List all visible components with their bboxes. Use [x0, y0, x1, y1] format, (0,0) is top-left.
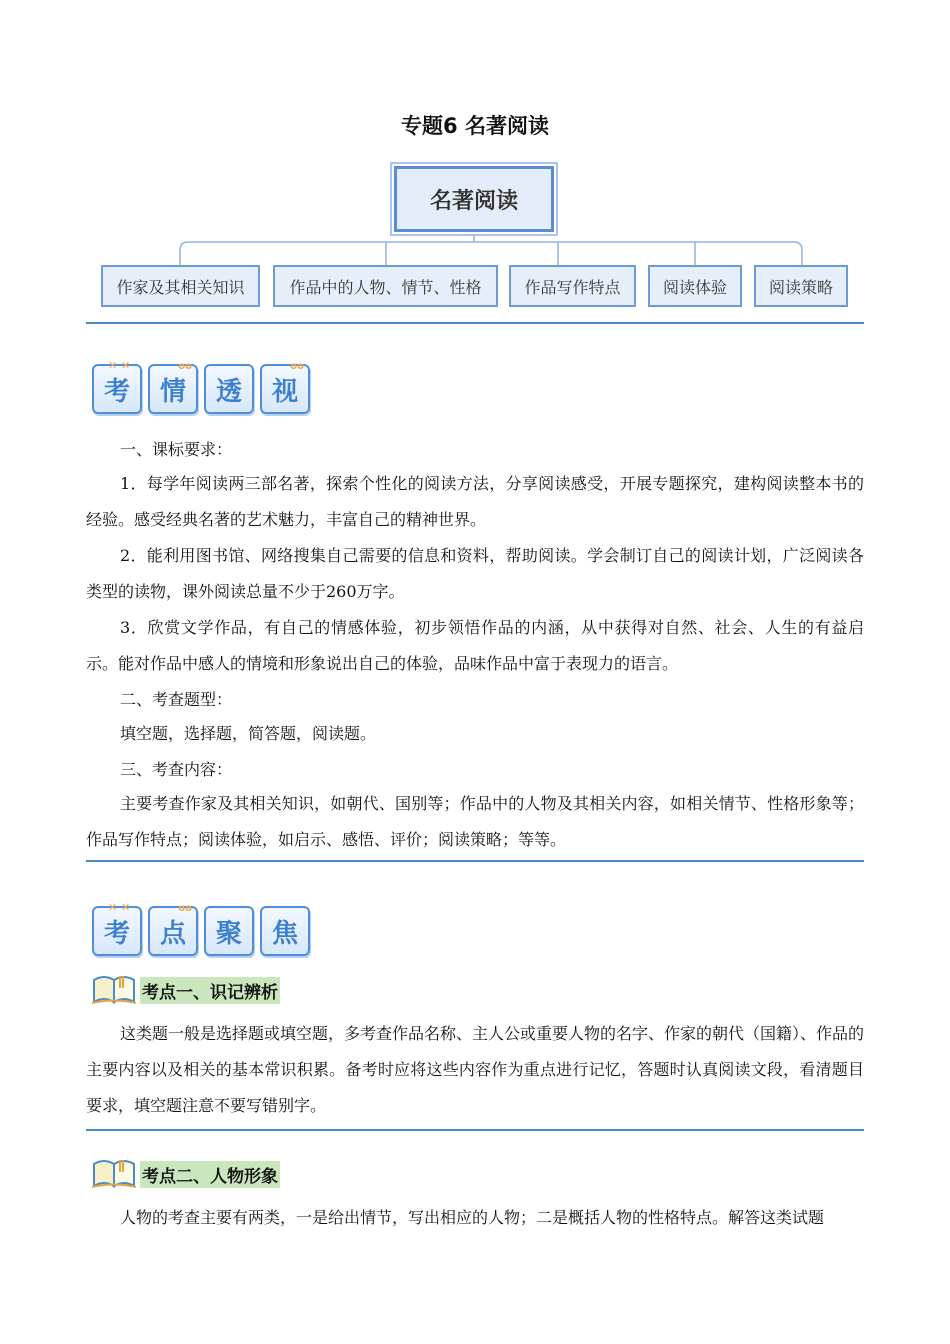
mindmap-root: 名著阅读 [394, 166, 554, 232]
section-heading: 一、课标要求： [120, 440, 233, 459]
stamp-char: oo 情 [148, 364, 198, 414]
mindmap-node-writing: 作品写作特点 [509, 265, 636, 307]
divider [86, 860, 864, 862]
paragraph: 人物的考查主要有两类，一是给出情节，写出相应的人物；二是概括人物的性格特点。解答这类试题 [120, 1208, 825, 1227]
open-book-icon [90, 1156, 138, 1190]
banner-kaoqing [92, 359, 310, 414]
divider [86, 1129, 864, 1131]
stamp-char: ✕ ✕ 考 [92, 364, 142, 414]
stamp-char: oo 点 [148, 906, 198, 956]
page-title: 专题6 名著阅读 [401, 114, 549, 138]
paragraph: 填空题，选择题，简答题，阅读题。 [120, 724, 377, 743]
stamp-char: 透 [204, 364, 254, 414]
paragraph: 2．能利用图书馆、网络搜集自己需要的信息和资料，帮助阅读。学会制订自己的阅读计划，广泛阅读各类型的读物，课外阅读总量不少于260万字。 [86, 546, 864, 601]
kaodian-label: 考点一、识记辨析 [140, 977, 280, 1004]
stamp-char: ✕ ✕ 考 [92, 906, 142, 956]
paragraph: 这类题一般是选择题或填空题，多考查作品名称、主人公或重要人物的名字、作家的朝代（国籍）、作品的主要内容以及相关的基本常识积累。备考时应将这些内容作为重点进行记忆，答题时认真阅读文段，看清题目要求，填空题注意不要写错别字。 [86, 1024, 865, 1115]
paragraph: 主要考查作家及其相关知识，如朝代、国别等；作品中的人物及其相关内容，如相关情节、性格形象等；作品写作特点；阅读体验，如启示、感悟、评价；阅读策略；等等。 [86, 794, 864, 849]
paragraph: 1．每学年阅读两三部名著，探索个性化的阅读方法，分享阅读感受，开展专题探究，建构阅读整本书的经验。感受经典名著的艺术魅力，丰富自己的精神世界。 [86, 474, 864, 529]
paragraph: 3．欣赏文学作品，有自己的情感体验，初步领悟作品的内涵，从中获得对自然、社会、人生的有益启示。能对作品中感人的情境和形象说出自己的体验，品味作品中富于表现力的语言。 [86, 618, 864, 673]
mindmap-node-strategy: 阅读策略 [754, 265, 848, 307]
mindmap-node-experience: 阅读体验 [648, 265, 742, 307]
banner-kaodian [92, 901, 310, 956]
section-heading: 三、考查内容： [120, 760, 233, 779]
section-heading: 二、考查题型： [120, 690, 233, 709]
kaodian-heading [90, 972, 280, 1006]
mindmap-node-author: 作家及其相关知识 [101, 265, 260, 307]
stamp-char: 焦 [260, 906, 310, 956]
stamp-char: 聚 [204, 906, 254, 956]
stamp-char: oo 视 [260, 364, 310, 414]
kaodian-heading [90, 1156, 280, 1190]
divider [86, 322, 864, 324]
kaodian-label: 考点二、人物形象 [140, 1161, 280, 1188]
open-book-icon [90, 972, 138, 1006]
mindmap-node-characters: 作品中的人物、情节、性格 [273, 265, 498, 307]
